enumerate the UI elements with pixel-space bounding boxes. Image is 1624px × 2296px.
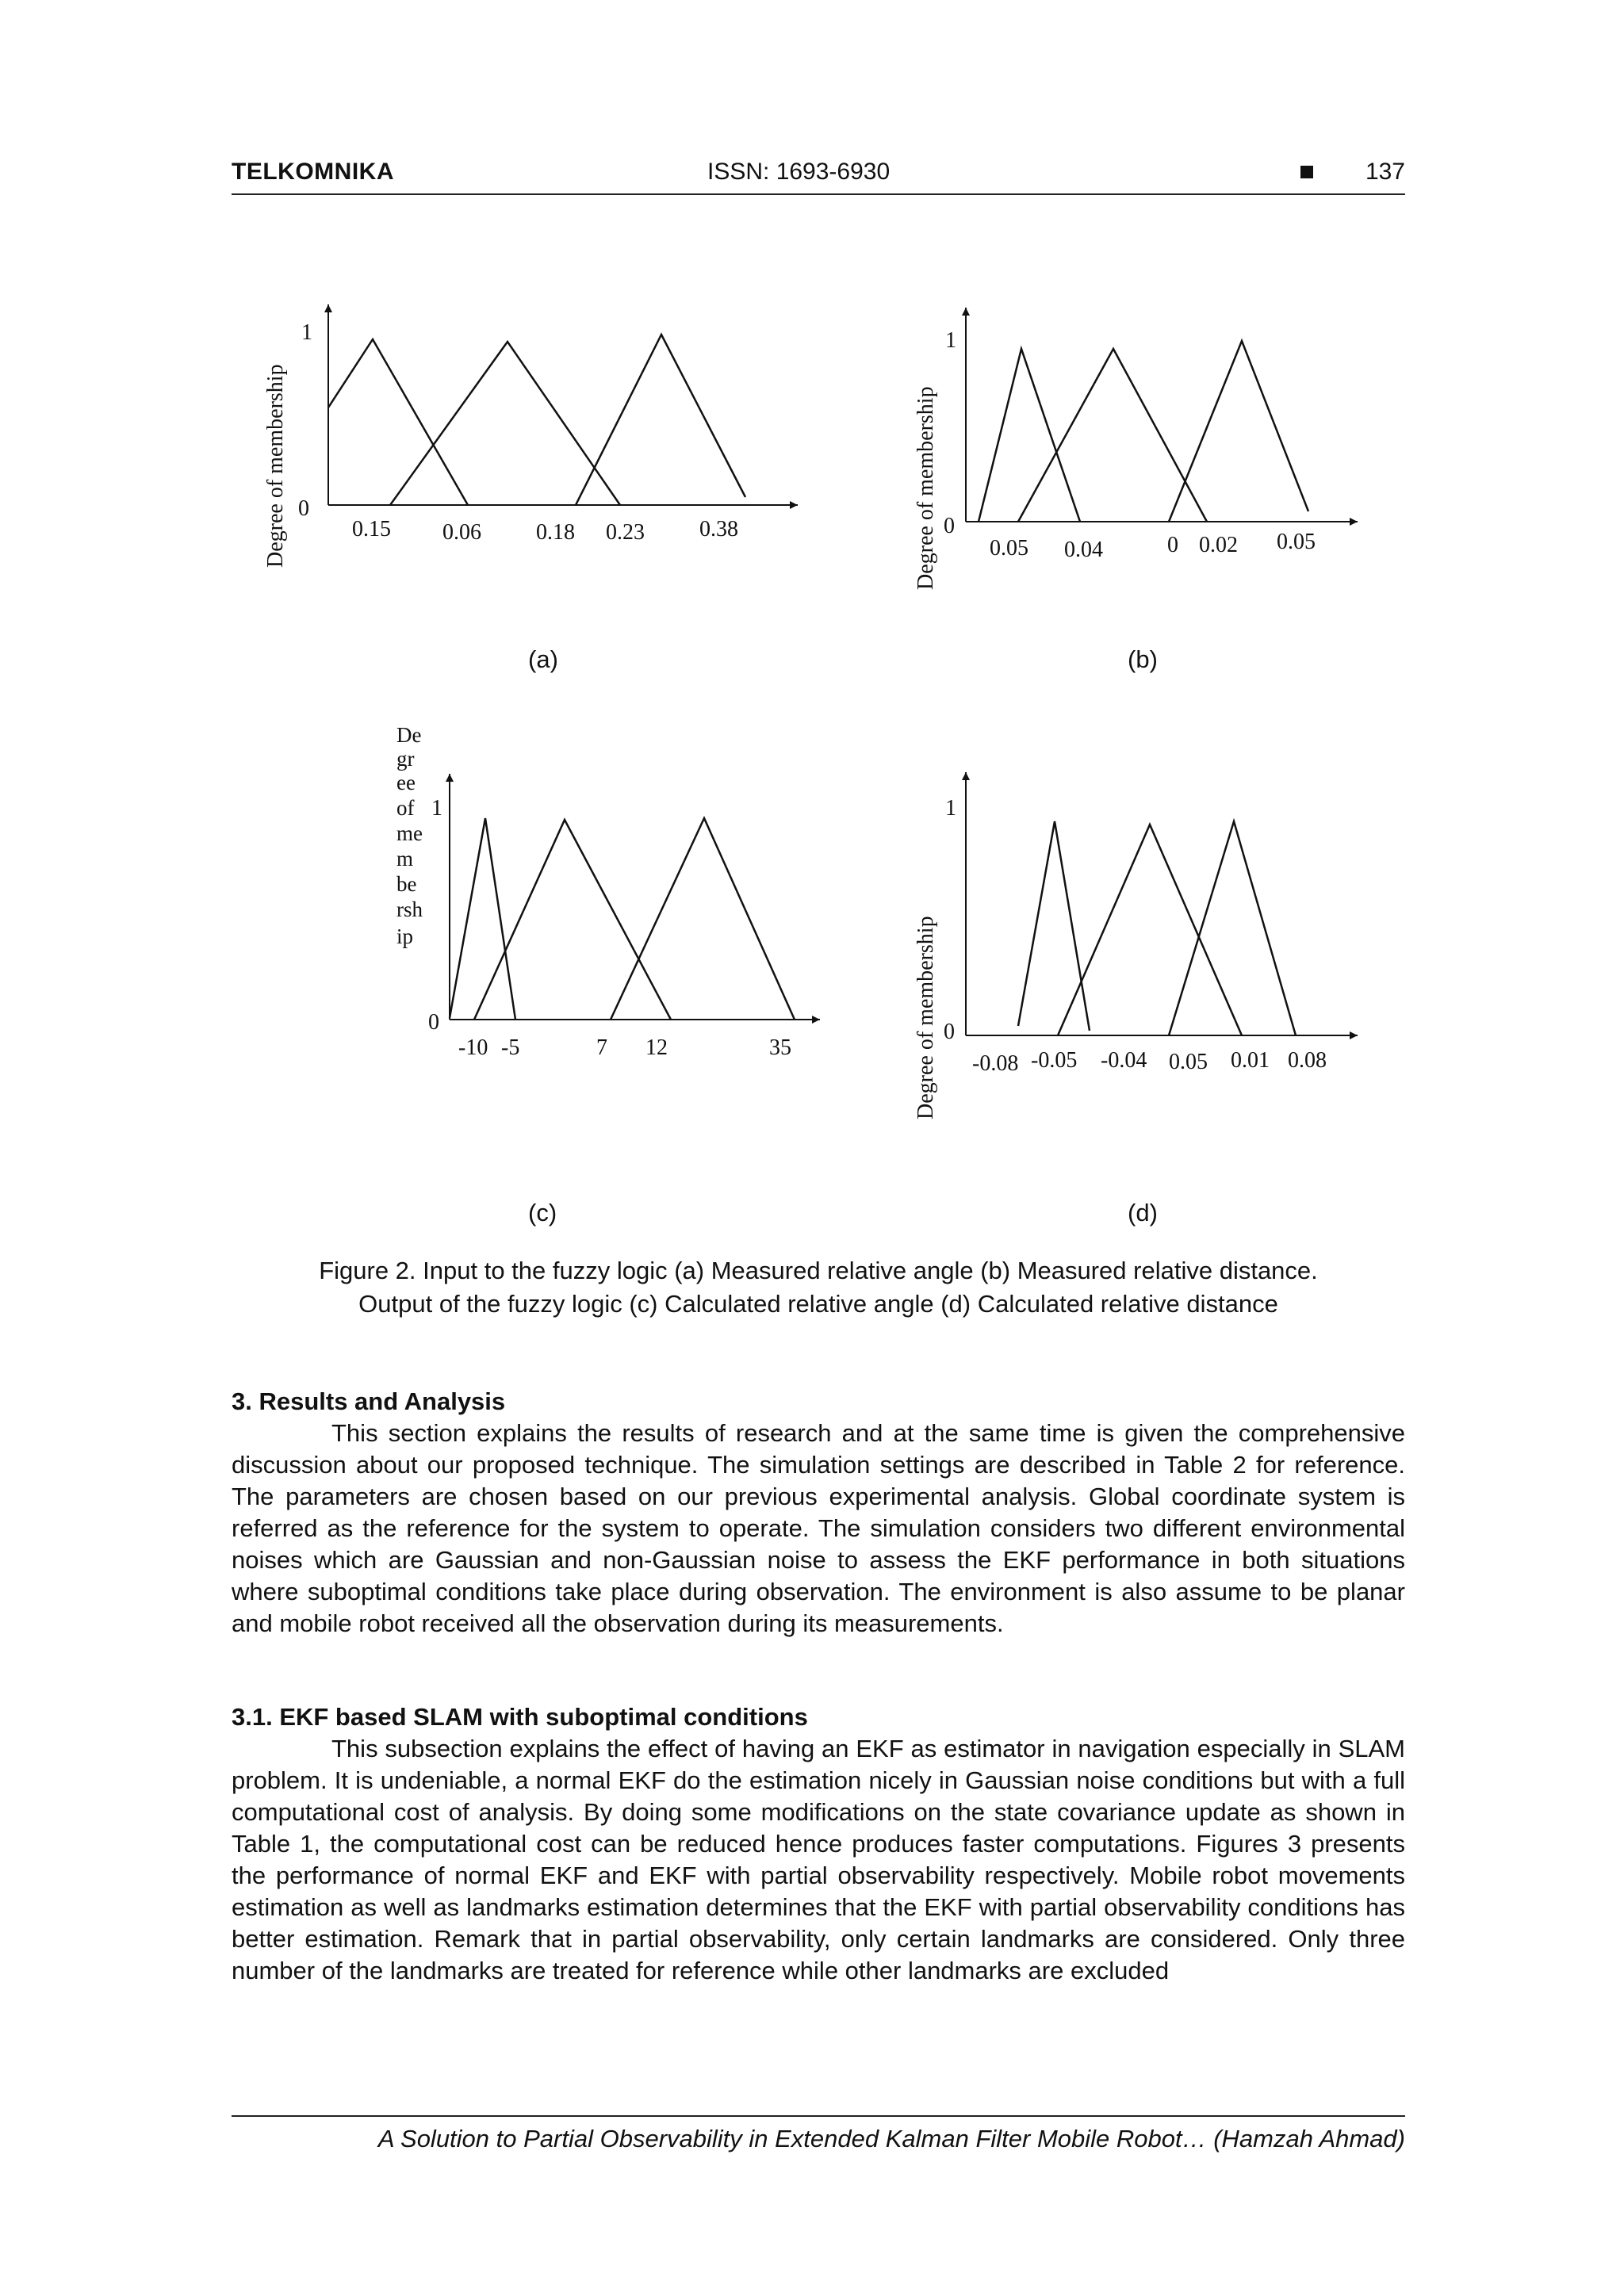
- panel-c-y-label-line: me: [396, 821, 423, 845]
- panel-a-x-tick: 0.38: [699, 517, 738, 541]
- panel-a-mf3: [576, 335, 745, 505]
- panel-d-mf1: [1018, 821, 1090, 1031]
- panel-b-x-tick: 0.05: [1277, 530, 1316, 554]
- panel-c-y-label-line: be: [396, 872, 417, 896]
- panel-d-x-tick: 0.08: [1288, 1048, 1327, 1073]
- panel-b-x-tick: 0.02: [1199, 533, 1238, 557]
- page-number: 137: [1365, 159, 1405, 185]
- panel-c-chart: [396, 723, 820, 1060]
- panel-c-y-label-line: De: [396, 723, 422, 747]
- panel-a-y-tick-1: 1: [301, 320, 312, 345]
- section-3-1-heading: 3.1. EKF based SLAM with suboptimal conditions: [232, 1703, 808, 1731]
- section-3: [232, 1386, 1405, 1640]
- panel-label-b: (b): [1128, 645, 1158, 673]
- panel-c-x-tick: 12: [645, 1035, 668, 1060]
- issn: ISSN: 1693-6930: [707, 159, 891, 185]
- panel-b-y-label: Degree of membership: [914, 386, 938, 590]
- panel-d-x-tick: -0.08: [972, 1051, 1019, 1076]
- panel-c-y-label-line: gr: [396, 747, 415, 771]
- panel-b-chart: [914, 308, 1358, 590]
- panel-c-x-tick: 35: [769, 1035, 791, 1060]
- section-3-1-body: This subsection explains the effect of having an EKF as estimator in navigation especially in SLAM problem. It is undeniable, a normal EKF do the estimation nicely in Gaussian noise conditions but with a full computational cost of analysis. By doing some modifications on the state covariance update as shown in Table 1, the computational cost can be reduced hence produces faster computations. Figures 3 presents the performance of normal EKF and EKF with partial observability respectively. Mobile robot movements estimation as well as landmarks estimation determines that the EKF with partial observability conditions has better estimation. Remark that in partial observability, only certain landmarks are considered. Only three number of the landmarks are treated for reference while other landmarks are excluded: [232, 1735, 1405, 1984]
- panel-c-y-label-line: ee: [396, 771, 416, 794]
- panel-c-mf1: [450, 818, 515, 1020]
- figure-caption: [232, 1254, 1405, 1321]
- panel-a-y-tick-0: 0: [298, 496, 309, 521]
- panel-a-y-label: Degree of membership: [263, 364, 288, 568]
- panel-c-y-tick-0: 0: [428, 1010, 439, 1035]
- section-3-heading: 3. Results and Analysis: [232, 1387, 506, 1415]
- panel-c-y-label-line: of: [396, 796, 415, 820]
- panel-c-y-tick-1: 1: [431, 796, 442, 821]
- journal-name: TELKOMNIKA: [232, 159, 394, 185]
- panel-b-x-tick: 0: [1167, 533, 1178, 557]
- panel-d-x-tick: -0.04: [1101, 1048, 1147, 1073]
- panel-a-mf2: [390, 342, 620, 505]
- figure-caption-line-2: Output of the fuzzy logic (c) Calculated relative angle (d) Calculated relative distance: [358, 1290, 1278, 1318]
- panel-c-y-label-line: m: [396, 847, 414, 871]
- panel-c-y-label-line: ip: [396, 924, 414, 948]
- panel-a-chart: [263, 304, 798, 568]
- panel-a-x-tick: 0.15: [352, 517, 391, 541]
- running-title: A Solution to Partial Observability in Extended Kalman Filter Mobile Robot… (Hamzah Ahmad): [377, 2125, 1405, 2152]
- panel-d-x-tick: -0.05: [1031, 1048, 1078, 1073]
- section-3-body: This section explains the results of research and at the same time is given the comprehensive discussion about our proposed technique. The simulation settings are described in Table 2 for reference. The parameters are chosen based on our previous experimental analysis. Global coordinate system is referred as the reference for the system to operate. The simulation considers two different environmental noises which are Gaussian and non-Gaussian noise to assess the EKF performance in both situations where suboptimal conditions take place during observation. The environment is also assume to be planar and mobile robot received all the observation during its measurements.: [232, 1419, 1405, 1637]
- section-3-1: [232, 1701, 1405, 1987]
- panel-b-mf3: [1169, 341, 1308, 522]
- panel-c-mf2: [474, 820, 671, 1020]
- panel-label-a: (a): [528, 645, 558, 673]
- panel-b-y-tick-1: 1: [945, 328, 956, 353]
- panel-a-mf1: [328, 339, 468, 505]
- panel-b-x-tick: 0.05: [990, 536, 1028, 561]
- panel-label-c: (c): [528, 1199, 557, 1226]
- panel-d-y-tick-1: 1: [945, 796, 956, 821]
- panel-b-y-tick-0: 0: [944, 514, 955, 538]
- page-footer: [232, 2115, 1405, 2153]
- panel-a-x-tick: 0.23: [606, 520, 645, 545]
- panel-c-x-tick: 7: [596, 1035, 607, 1060]
- panel-d-y-tick-0: 0: [944, 1020, 955, 1044]
- panel-c-x-tick: -10: [458, 1035, 488, 1060]
- panel-b-x-tick: 0.04: [1064, 538, 1103, 562]
- panel-d-x-tick: 0.05: [1169, 1050, 1208, 1074]
- panel-d-mf3: [1169, 821, 1296, 1035]
- figure-caption-line-1: Figure 2. Input to the fuzzy logic (a) Measured relative angle (b) Measured relative distance.: [319, 1257, 1318, 1284]
- panel-a-x-tick: 0.06: [442, 520, 481, 545]
- panel-c-mf3: [611, 818, 795, 1020]
- panel-c-y-label-line: rsh: [396, 897, 423, 921]
- panel-d-x-tick: 0.01: [1231, 1048, 1270, 1073]
- panel-d-y-label: Degree of membership: [914, 916, 938, 1119]
- panel-a-x-tick: 0.18: [536, 520, 575, 545]
- panel-d-chart: [914, 772, 1358, 1119]
- panel-label-d: (d): [1128, 1199, 1158, 1226]
- panel-c-x-tick: -5: [501, 1035, 520, 1060]
